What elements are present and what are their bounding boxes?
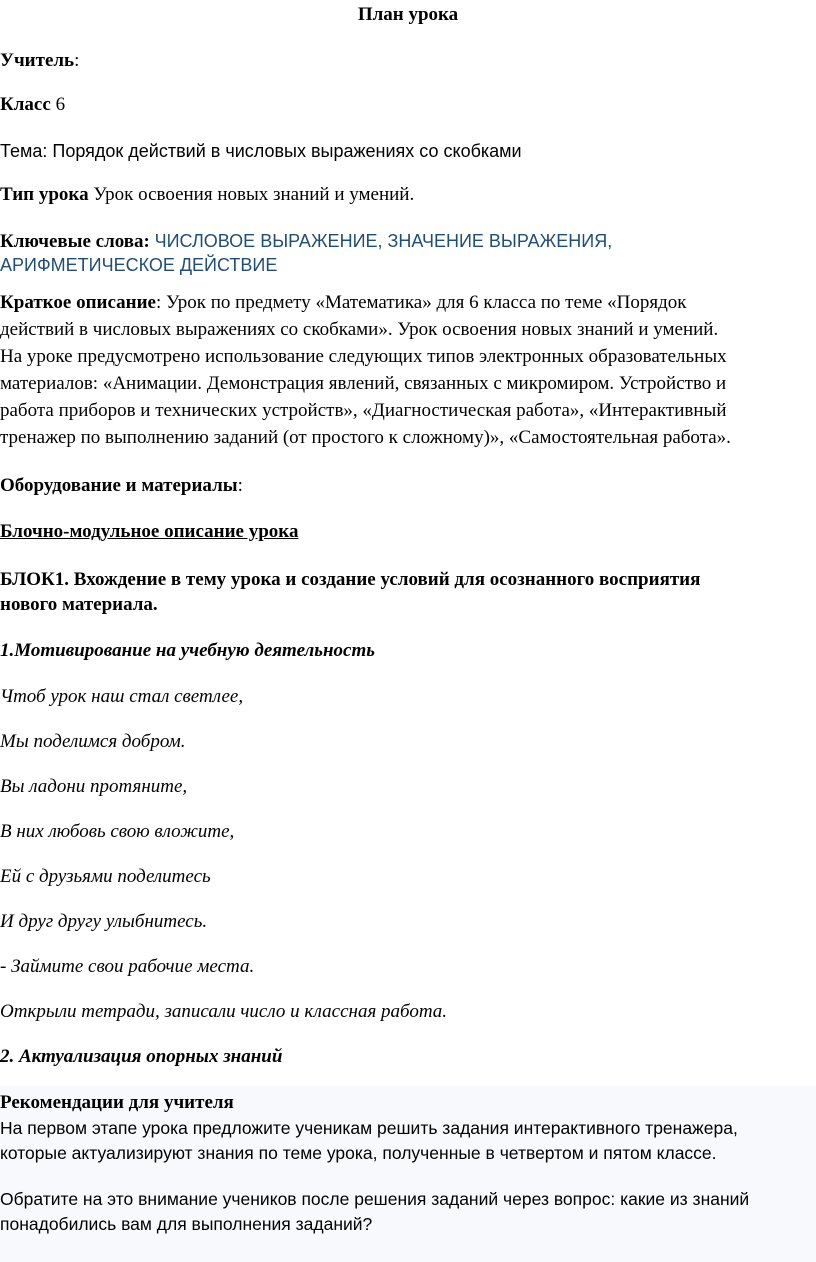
description-line-5: работа приборов и технических устройств», «Диагностическая работа», «Интерактивный <box>0 400 727 421</box>
section2-heading: 2. Актуализация опорных знаний <box>0 1046 283 1067</box>
recommendations-p2-line-2: понадобились вам для выполнения заданий? <box>0 1214 373 1234</box>
block-description-heading: Блочно-модульное описание урока <box>0 521 299 542</box>
page-title: План урока <box>357 4 459 25</box>
teacher-line <box>0 48 79 74</box>
description-line-3: На уроке предусмотрено использование следующих типов электронных образовательных <box>0 346 727 367</box>
equipment-colon: : <box>237 475 243 496</box>
teacher-colon: : <box>74 50 80 71</box>
section1-heading: 1.Мотивирование на учебную деятельность <box>0 640 375 661</box>
class-line <box>0 92 65 118</box>
description-label: Краткое описание <box>0 292 156 313</box>
description-text-1: : Урок по предмету «Математика» для 6 класса по теме «Порядок <box>155 292 687 313</box>
recommendations-p1-line-1: На первом этапе урока предложите ученикам решить задания интерактивного тренажера, <box>0 1118 738 1138</box>
topic-line: Тема: Порядок действий в числовых выражениях со скобками <box>0 141 522 161</box>
class-value: 6 <box>55 94 66 115</box>
lesson-type-value: Урок освоения новых знаний и умений. <box>93 184 415 205</box>
keywords-value-2: АРИФМЕТИЧЕСКОЕ ДЕЙСТВИЕ <box>0 255 278 275</box>
poem-line-7: - Займите свои рабочие места. <box>0 956 255 977</box>
description-line-6: тренажер по выполнению заданий (от простого к сложному)», «Самостоятельная работа». <box>0 427 731 448</box>
description-line-4: материалов: «Анимации. Демонстрация явлений, связанных с микромиром. Устройство и <box>0 373 727 394</box>
equipment-line <box>0 473 243 499</box>
recommendations-p1-line-2: которые актуализируют знания по теме урока, полученные в четвертом и пятом классе. <box>0 1143 717 1163</box>
block1-heading-2: нового материала. <box>0 594 158 615</box>
poem-line-4: В них любовь свою вложите, <box>0 821 235 842</box>
poem-line-2: Мы поделимся добром. <box>0 731 186 752</box>
poem-line-1: Чтоб урок наш стал светлее, <box>0 686 244 707</box>
poem-line-8: Открыли тетради, записали число и классная работа. <box>0 1001 448 1022</box>
poem-line-3: Вы ладони протяните, <box>0 776 188 797</box>
teacher-label: Учитель <box>0 50 75 71</box>
block1-heading-1: БЛОК1. Вхождение в тему урока и создание условий для осознанного восприятия <box>0 569 701 590</box>
keywords-label: Ключевые слова: <box>0 231 150 252</box>
equipment-label: Оборудование и материалы <box>0 475 238 496</box>
lesson-type-line <box>0 182 414 208</box>
keywords-line-1 <box>0 228 612 255</box>
description-line-2: действий в числовых выражениях со скобками». Урок освоения новых знаний и умений. <box>0 319 719 340</box>
poem-line-6: И друг другу улыбнитесь. <box>0 911 208 932</box>
lesson-type-label: Тип урока <box>0 184 89 205</box>
keywords-value-1: ЧИСЛОВОЕ ВЫРАЖЕНИЕ, ЗНАЧЕНИЕ ВЫРАЖЕНИЯ, <box>154 231 613 251</box>
description-line-1 <box>0 290 686 316</box>
class-label: Класс <box>0 94 51 115</box>
recommendations-heading: Рекомендации для учителя <box>0 1092 234 1113</box>
poem-line-5: Ей с друзьями поделитесь <box>0 866 211 887</box>
recommendations-p2-line-1: Обратите на это внимание учеников после решения заданий через вопрос: какие из знаний <box>0 1189 750 1209</box>
